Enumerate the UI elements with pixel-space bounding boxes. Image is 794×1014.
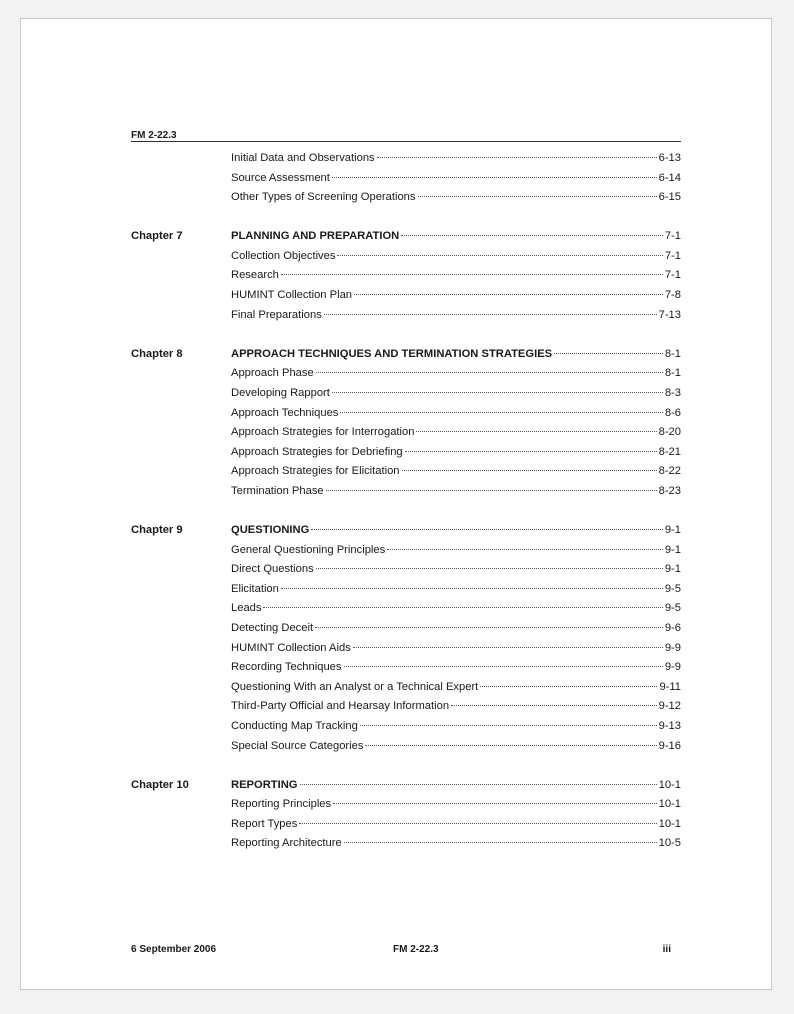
footer-doc-id: FM 2-22.3 (393, 944, 439, 955)
toc-entry-title: REPORTING (231, 778, 298, 791)
toc-entry[interactable] (131, 149, 681, 169)
page-footer (131, 944, 671, 958)
toc-entry-title: HUMINT Collection Plan (231, 289, 353, 302)
toc-entry[interactable] (131, 306, 681, 326)
toc-entry[interactable] (131, 188, 681, 208)
dot-leader (316, 568, 663, 569)
toc-entry-page: 6-13 (658, 152, 681, 164)
toc-entry-title: APPROACH TECHNIQUES AND TERMINATION STRATEGIES (231, 347, 553, 360)
toc-entry[interactable] (131, 247, 681, 267)
toc-entry-page: 9-6 (664, 621, 681, 634)
toc-entry-title: Third-Party Official and Hearsay Information (231, 700, 450, 713)
toc-entry-title: Direct Questions (231, 563, 314, 576)
toc-entry-title: Questioning With an Analyst or a Technical Expert (231, 680, 479, 693)
dot-leader (332, 392, 663, 393)
dot-leader (354, 294, 663, 295)
dot-leader (333, 803, 656, 804)
toc-entry-page: 8-6 (664, 406, 681, 419)
toc-entry-page: 6-14 (658, 171, 681, 184)
toc-entry[interactable] (131, 404, 681, 424)
toc-entry[interactable] (131, 697, 681, 717)
dot-leader (281, 274, 663, 275)
toc-entry-page: 7-1 (664, 230, 681, 243)
toc-entry-page: 9-5 (664, 602, 681, 615)
toc-entry-title: Conducting Map Tracking (231, 719, 358, 732)
toc-entry-title: Source Assessment (231, 171, 330, 184)
toc-entry[interactable] (131, 580, 681, 600)
toc-entry-title: Approach Strategies for Debriefing (231, 445, 403, 458)
toc-entry-title: Detecting Deceit (231, 621, 314, 634)
dot-leader (300, 784, 657, 785)
toc-entry-page: 9-11 (659, 680, 681, 693)
dot-leader (451, 705, 657, 706)
toc-entry-page: 9-1 (664, 563, 681, 576)
toc-entry-title: Research (231, 269, 279, 282)
toc-entry-page: 7-1 (664, 249, 681, 262)
table-of-contents (131, 149, 681, 874)
toc-entry-title: Approach Phase (231, 367, 314, 380)
toc-group (131, 521, 681, 756)
chapter-label: Chapter 8 (131, 347, 183, 360)
toc-entry[interactable] (131, 815, 681, 835)
toc-group (131, 345, 681, 502)
toc-entry-page: 9-1 (664, 543, 681, 556)
toc-entry-page: 7-13 (658, 308, 681, 321)
toc-entry[interactable] (131, 541, 681, 561)
toc-entry-page: 7-8 (664, 289, 681, 302)
toc-entry[interactable] (131, 345, 681, 365)
toc-entry-title: Report Types (231, 817, 298, 830)
document-page (20, 18, 772, 990)
toc-entry-title: Approach Strategies for Interrogation (231, 426, 415, 439)
dot-leader (416, 431, 656, 432)
toc-entry[interactable] (131, 658, 681, 678)
toc-entry[interactable] (131, 737, 681, 757)
toc-entry-page: 9-13 (658, 719, 681, 732)
toc-entry-page: 8-1 (664, 347, 681, 360)
toc-entry[interactable] (131, 169, 681, 189)
toc-entry-title: Approach Strategies for Elicitation (231, 465, 400, 478)
toc-entry-title: Special Source Categories (231, 739, 364, 752)
toc-entry[interactable] (131, 619, 681, 639)
dot-leader (340, 412, 662, 413)
dot-leader (315, 627, 663, 628)
toc-entry-title: Reporting Architecture (231, 837, 342, 850)
dot-leader (344, 842, 657, 843)
toc-entry-page: 9-5 (664, 582, 681, 595)
dot-leader (281, 588, 663, 589)
toc-entry[interactable] (131, 776, 681, 796)
toc-entry-page: 8-3 (664, 386, 681, 399)
toc-entry-title: Recording Techniques (231, 661, 342, 674)
toc-entry-title: Elicitation (231, 582, 279, 595)
toc-entry-title: Initial Data and Observations (231, 152, 375, 164)
toc-entry[interactable] (131, 443, 681, 463)
toc-entry[interactable] (131, 639, 681, 659)
toc-entry[interactable] (131, 384, 681, 404)
toc-entry[interactable] (131, 717, 681, 737)
toc-entry[interactable] (131, 462, 681, 482)
dot-leader (337, 255, 662, 256)
dot-leader (377, 157, 657, 158)
footer-page-number: iii (662, 944, 671, 955)
toc-entry-title: QUESTIONING (231, 524, 310, 536)
toc-entry[interactable] (131, 364, 681, 384)
dot-leader (402, 470, 657, 471)
dot-leader (311, 529, 663, 530)
dot-leader (326, 490, 657, 491)
toc-entry[interactable] (131, 423, 681, 443)
toc-entry-page: 10-5 (658, 837, 681, 850)
toc-entry[interactable] (131, 227, 681, 247)
toc-entry[interactable] (131, 560, 681, 580)
toc-entry-page: 9-12 (658, 700, 681, 713)
toc-entry-page: 9-9 (664, 641, 681, 654)
dot-leader (401, 235, 663, 236)
header-doc-id: FM 2-22.3 (131, 130, 181, 141)
toc-group (131, 227, 681, 325)
chapter-label: Chapter 7 (131, 230, 183, 243)
toc-entry[interactable] (131, 521, 681, 541)
dot-leader (316, 372, 663, 373)
toc-entry-page: 10-1 (658, 817, 681, 830)
dot-leader (480, 686, 657, 687)
toc-entry-page: 8-23 (658, 484, 681, 497)
footer-date: 6 September 2006 (131, 944, 217, 955)
toc-entry-page: 8-21 (658, 445, 681, 458)
toc-entry-title: Approach Techniques (231, 406, 339, 419)
toc-entry-title: General Questioning Principles (231, 543, 386, 556)
dot-leader (299, 823, 656, 824)
toc-entry[interactable] (131, 795, 681, 815)
dot-leader (405, 451, 657, 452)
toc-group (131, 776, 681, 854)
toc-entry-title: Reporting Principles (231, 798, 332, 811)
toc-entry[interactable] (131, 266, 681, 286)
dot-leader (353, 647, 663, 648)
toc-entry[interactable] (131, 599, 681, 619)
chapter-label: Chapter 9 (131, 524, 183, 536)
toc-entry-title: Other Types of Screening Operations (231, 191, 416, 204)
toc-entry-page: 8-22 (658, 465, 681, 478)
toc-entry-page: 9-1 (664, 524, 681, 536)
dot-leader (344, 666, 663, 667)
toc-entry[interactable] (131, 834, 681, 854)
toc-entry[interactable] (131, 678, 681, 698)
toc-entry-title: Leads (231, 602, 262, 615)
toc-entry-title: PLANNING AND PREPARATION (231, 230, 400, 243)
dot-leader (324, 314, 657, 315)
toc-entry-page: 6-15 (658, 191, 681, 204)
toc-entry[interactable] (131, 286, 681, 306)
dot-leader (418, 196, 657, 197)
dot-leader (365, 745, 656, 746)
chapter-label: Chapter 10 (131, 778, 189, 791)
toc-entry-title: Final Preparations (231, 308, 322, 321)
toc-entry-title: Collection Objectives (231, 249, 336, 262)
toc-entry-page: 10-1 (658, 778, 681, 791)
toc-entry-title: HUMINT Collection Aids (231, 641, 351, 654)
toc-entry-page: 9-16 (658, 739, 681, 752)
toc-entry-title: Termination Phase (231, 484, 324, 497)
toc-entry-page: 7-1 (664, 269, 681, 282)
toc-entry-page: 10-1 (658, 798, 681, 811)
toc-group (131, 149, 681, 208)
toc-entry-page: 8-20 (658, 426, 681, 439)
toc-entry-page: 8-1 (664, 367, 681, 380)
toc-entry-title: Developing Rapport (231, 386, 330, 399)
dot-leader (554, 353, 663, 354)
dot-leader (360, 725, 657, 726)
dot-leader (263, 607, 662, 608)
toc-entry[interactable] (131, 482, 681, 502)
dot-leader (332, 177, 657, 178)
toc-entry-page: 9-9 (664, 661, 681, 674)
running-header (131, 131, 681, 142)
dot-leader (387, 549, 663, 550)
